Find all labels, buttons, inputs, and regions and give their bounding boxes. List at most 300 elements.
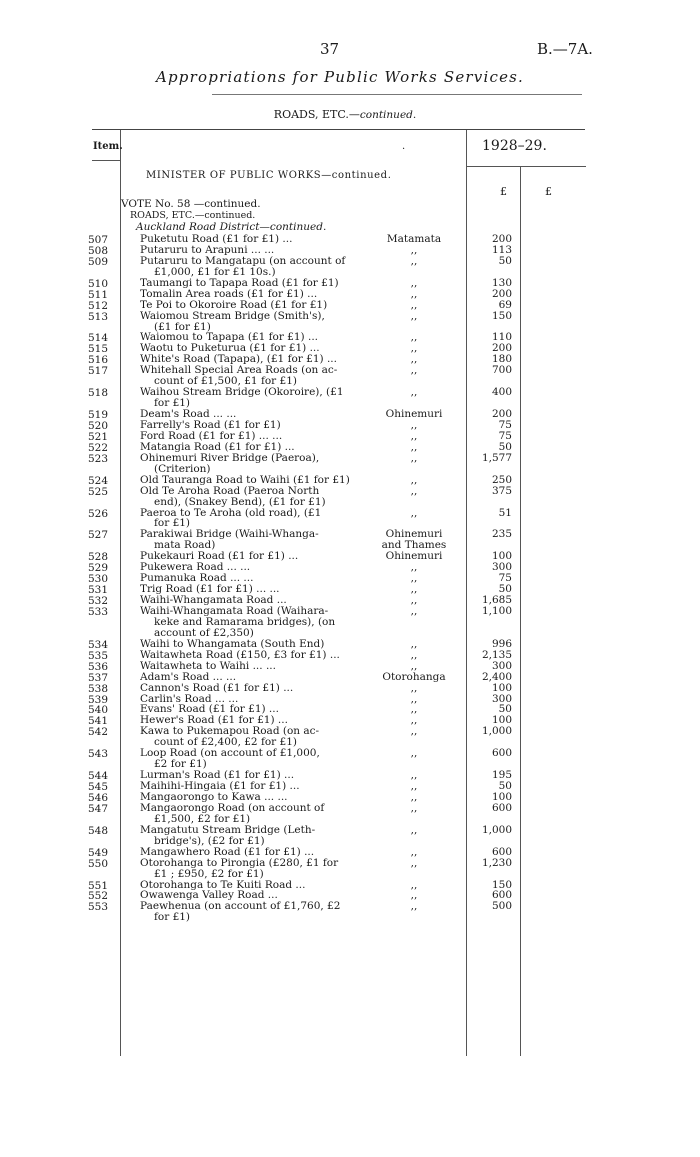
county-line: ,, [410, 791, 418, 803]
table-row [0, 694, 700, 705]
item-number: 533 [88, 606, 109, 618]
county-line: ,, [410, 845, 418, 858]
table-row [0, 650, 700, 661]
county-line: Matamata [386, 233, 442, 245]
table-row [0, 639, 700, 650]
description-line: Carlin's Road ... ... [140, 693, 239, 705]
item-number: 540 [88, 704, 109, 717]
county-line: ,, [410, 659, 418, 672]
appropriation-amount: 1,577 [481, 451, 512, 464]
table-row [0, 770, 700, 781]
appropriation-amount: 235 [491, 528, 512, 541]
county-name [374, 726, 454, 737]
appropriation-amount: 200 [491, 342, 512, 355]
county-name [374, 387, 454, 398]
item-description [140, 289, 372, 300]
appropriation-amount: 600 [491, 801, 512, 814]
item-number: 512 [88, 299, 109, 312]
description-line: Putaruru to Arapuni ... ... [140, 244, 275, 256]
table-row [0, 409, 700, 420]
item-description [140, 387, 372, 409]
item-description [140, 508, 372, 530]
appropriation-amount: 150 [491, 878, 512, 891]
appropriation-amount: 113 [491, 243, 512, 256]
table-row [0, 442, 700, 453]
appropriation-amount: 75 [498, 429, 512, 442]
item-number: 525 [88, 485, 109, 498]
description-line: end), (Snakey Bend), (£1 for £1) [154, 496, 326, 508]
table-row [0, 311, 700, 333]
description-line: Maihihi-Hingaia (£1 for £1) ... [140, 781, 300, 793]
description-line: for £1) [154, 912, 191, 924]
appropriation-amount: 200 [491, 408, 512, 421]
appropriation-amount: 195 [491, 769, 512, 782]
table-row [0, 595, 700, 606]
item-number: 519 [88, 409, 109, 422]
county-name [374, 858, 454, 869]
item-number: 511 [88, 288, 109, 301]
appropriation-amount: 50 [498, 254, 512, 267]
item-description [140, 595, 372, 606]
item-description [140, 748, 372, 770]
item-number: 536 [88, 660, 109, 673]
description-line: White's Road (Tapapa), (£1 for £1) ... [140, 354, 337, 366]
description-line: Pukewera Road ... ... [140, 562, 251, 574]
vote-heading: VOTE No. 58 —continued. [121, 198, 261, 210]
table-row [0, 847, 700, 858]
appropriation-amount: 2,400 [481, 670, 512, 683]
item-number: 515 [88, 343, 109, 356]
county-line: ,, [410, 823, 418, 836]
appropriation-amount: 2,135 [481, 648, 512, 661]
description-line: Pumanuka Road ... ... [140, 573, 254, 585]
description-line: Parakiwai Bridge (Waihi-Whanga- [140, 529, 319, 541]
description-line: for £1) [154, 518, 191, 530]
appropriation-amount: 50 [498, 583, 512, 596]
item-description [140, 847, 372, 858]
item-description [140, 486, 372, 508]
description-line: Puketutu Road (£1 for £1) ... [140, 234, 293, 245]
county-name [374, 289, 454, 300]
county-line: ,, [410, 254, 418, 267]
description-line: Kawa to Pukemapou Road (on ac- [140, 726, 320, 738]
currency-symbol-1: £ [500, 185, 507, 198]
appropriation-amount: 700 [491, 364, 512, 377]
item-description [140, 715, 372, 726]
item-description [140, 311, 372, 333]
item-description [140, 234, 372, 245]
item-number: 514 [88, 332, 109, 345]
description-line: Trig Road (£1 for £1) ... ... [140, 584, 280, 596]
table-row [0, 256, 700, 278]
county-line: ,, [410, 889, 418, 902]
county-name [374, 475, 454, 486]
county-line: ,, [410, 747, 418, 760]
county-name [374, 748, 454, 759]
appropriation-amount: 75 [498, 572, 512, 585]
county-line: ,, [410, 331, 418, 344]
county-line: Otorohanga [382, 670, 446, 683]
appropriation-amount: 375 [491, 484, 512, 497]
county-line: and Thames [381, 539, 447, 552]
item-number: 553 [88, 901, 109, 914]
description-line: Mangaorongo Road (on account of [140, 802, 325, 814]
item-number: 550 [88, 857, 109, 870]
item-number: 507 [88, 234, 109, 246]
item-number: 548 [88, 824, 109, 837]
appropriation-amount: 51 [498, 506, 512, 519]
table-row [0, 551, 700, 562]
table-row [0, 562, 700, 573]
item-description [140, 792, 372, 803]
item-number: 526 [88, 507, 109, 520]
county-name [374, 508, 454, 519]
item-description [140, 256, 372, 278]
currency-symbol-2: £ [545, 185, 552, 198]
item-number: 543 [88, 748, 109, 761]
table-row [0, 858, 700, 880]
item-description [140, 453, 372, 475]
item-description [140, 332, 372, 343]
item-number: 544 [88, 770, 109, 783]
county-name [374, 901, 454, 912]
item-number: 545 [88, 781, 109, 794]
county-line: ,, [410, 703, 418, 716]
description-line: Mangaorongo to Kawa ... ... [140, 792, 288, 803]
item-description [140, 245, 372, 256]
table-row [0, 606, 700, 639]
table-row [0, 672, 700, 683]
description-line: Tomalin Area roads (£1 for £1) ... [140, 288, 318, 300]
county-line: ,, [410, 714, 418, 727]
county-line: Ohinemuri [385, 408, 443, 421]
appropriation-amount: 50 [498, 780, 512, 793]
appropriation-amount: 996 [491, 637, 512, 650]
item-number: 518 [88, 387, 109, 400]
table-row [0, 234, 700, 245]
description-line: count of £1,500, £1 for £1) [154, 376, 297, 388]
description-line: Evans' Road (£1 for £1) ... [140, 704, 279, 716]
description-line: Old Te Aroha Road (Paeroa North [140, 485, 320, 497]
table-row [0, 245, 700, 256]
item-description [140, 475, 372, 486]
item-column-header: Item. [93, 141, 123, 152]
item-number: 529 [88, 562, 109, 575]
appropriation-amount: 600 [491, 889, 512, 902]
county-line: ,, [410, 484, 418, 497]
item-description [140, 431, 372, 442]
county-line: ,, [410, 451, 418, 464]
county-line: ,, [410, 801, 418, 814]
description-line: Waihou Stream Bridge (Okoroire), (£1 [140, 387, 344, 399]
description-line: Otorohanga to Pirongia (£280, £1 for [140, 857, 339, 869]
table-row [0, 781, 700, 792]
description-line: Paeroa to Te Aroha (old road), (£1 [140, 507, 322, 519]
county-line: ,, [410, 594, 418, 607]
appropriation-amount: 200 [491, 287, 512, 300]
table-row [0, 431, 700, 442]
county-line: ,, [410, 276, 418, 289]
county-line: ,, [410, 605, 418, 617]
item-number: 547 [88, 802, 109, 815]
description-line: mata Road) [154, 540, 216, 552]
county-line: ,, [410, 243, 418, 256]
item-description [140, 442, 372, 453]
ministry-heading: MINISTER OF PUBLIC WORKS—continued. [146, 170, 392, 181]
section-heading [0, 108, 690, 121]
description-line: Ohinemuri River Bridge (Paeroa), [140, 452, 320, 464]
description-line: Otorohanga to Te Kuiti Road ... [140, 879, 306, 891]
county-line: ,, [410, 309, 418, 322]
item-number: 546 [88, 792, 109, 804]
item-description [140, 409, 372, 420]
table-row [0, 825, 700, 847]
appropriation-amount: 250 [491, 473, 512, 486]
county-name [374, 365, 454, 376]
county-name [374, 486, 454, 497]
item-number: 538 [88, 682, 109, 695]
appropriation-amount: 1,100 [481, 605, 512, 617]
county-name [374, 606, 454, 617]
item-number: 532 [88, 595, 109, 608]
description-line: Cannon's Road (£1 for £1) ... [140, 682, 294, 694]
description-line: Waiomou Stream Bridge (Smith's), [140, 310, 325, 322]
county-line: ,, [410, 429, 418, 442]
section-main: ROADS, ETC.— [273, 108, 360, 121]
description-line: Waihi-Whangamata Road ... [140, 595, 287, 607]
item-description [140, 781, 372, 792]
item-description [140, 694, 372, 705]
item-description [140, 890, 372, 901]
item-number: 528 [88, 551, 109, 564]
appropriation-amount: 200 [491, 233, 512, 245]
description-line: £2 for £1) [154, 759, 207, 771]
appropriation-amount: 100 [491, 550, 512, 563]
appropriation-amount: 50 [498, 440, 512, 453]
appropriation-amount: 1,230 [481, 856, 512, 869]
description-line: Loop Road (on account of £1,000, [140, 748, 320, 760]
description-line: for £1) [154, 398, 191, 410]
appropriation-amount: 1,000 [481, 725, 512, 738]
description-line: account of £2,350) [154, 627, 254, 639]
description-line: Deam's Road ... ... [140, 409, 237, 421]
table-row [0, 573, 700, 584]
county-name [374, 683, 454, 694]
county-name [374, 311, 454, 322]
county-line: Ohinemuri [385, 550, 443, 563]
item-description [140, 584, 372, 595]
item-number: 537 [88, 671, 109, 684]
description-line: Waihi to Whangamata (South End) [140, 638, 325, 650]
table-row [0, 880, 700, 891]
county-line: ,, [410, 561, 418, 574]
appropriation-amount: 500 [491, 900, 512, 913]
table-row [0, 683, 700, 694]
item-description [140, 573, 372, 584]
appropriation-amount: 180 [491, 353, 512, 366]
appropriation-rows [0, 234, 700, 923]
appropriation-amount: 75 [498, 419, 512, 431]
description-line: Mangatutu Stream Bridge (Leth- [140, 824, 316, 836]
item-number: 509 [88, 255, 109, 268]
description-line: count of £2,400, £2 for £1) [154, 737, 297, 749]
table-row [0, 486, 700, 508]
item-number: 517 [88, 365, 109, 378]
county-line: ,, [410, 419, 418, 431]
county-line: ,, [410, 353, 418, 366]
item-description [140, 683, 372, 694]
table-row [0, 792, 700, 803]
district-heading: Auckland Road District—continued. [136, 221, 327, 233]
table-top-rule [92, 129, 585, 130]
item-description [140, 650, 372, 661]
appropriation-amount: 1,685 [481, 594, 512, 607]
description-line: bridge's), (£2 for £1) [154, 835, 265, 847]
table-row [0, 289, 700, 300]
item-description [140, 606, 372, 639]
item-description [140, 639, 372, 650]
appropriation-amount: 110 [491, 331, 512, 344]
roads-subheading: ROADS, ETC.—continued. [130, 210, 256, 221]
item-number: 513 [88, 310, 109, 323]
item-number: 510 [88, 277, 109, 290]
county-line: ,, [410, 637, 418, 650]
appropriation-amount: 100 [491, 791, 512, 803]
county-line: ,, [410, 725, 418, 738]
item-description [140, 661, 372, 672]
table-row [0, 475, 700, 486]
item-description [140, 551, 372, 562]
county-line: ,, [410, 692, 418, 705]
description-line: Owawenga Valley Road ... [140, 890, 278, 902]
appropriation-amount: 300 [491, 561, 512, 574]
description-line: Waitawheta Road (£150, £3 for £1) ... [140, 649, 340, 661]
description-line: £1 ; £950, £2 for £1) [154, 868, 264, 880]
item-number: 534 [88, 638, 109, 651]
appropriation-amount: 100 [491, 714, 512, 727]
county-line: ,, [410, 473, 418, 486]
section-continued: continued. [359, 109, 417, 121]
item-number: 542 [88, 726, 109, 739]
item-number: 535 [88, 649, 109, 662]
item-description [140, 770, 372, 781]
county-name [374, 256, 454, 267]
item-number: 530 [88, 573, 109, 586]
item-description [140, 880, 372, 891]
item-description [140, 672, 372, 683]
item-number: 531 [88, 584, 109, 597]
county-line: ,, [410, 342, 418, 355]
item-description [140, 726, 372, 748]
county-name [374, 529, 454, 551]
appropriation-amount: 130 [491, 276, 512, 289]
item-description [140, 420, 372, 431]
county-line: ,, [410, 900, 418, 913]
table-row [0, 365, 700, 387]
county-name [374, 453, 454, 464]
appropriation-amount: 1,000 [481, 823, 512, 836]
county-line: ,, [410, 572, 418, 585]
item-number: 527 [88, 529, 109, 542]
description-line: Mangawhero Road (£1 for £1) ... [140, 846, 315, 858]
county-line: ,, [410, 769, 418, 782]
appropriation-amount: 400 [491, 386, 512, 399]
item-description [140, 278, 372, 289]
item-description [140, 354, 372, 365]
item-description [140, 858, 372, 880]
description-line: Waihi-Whangamata Road (Waihara- [140, 606, 329, 617]
appropriation-amount: 150 [491, 309, 512, 322]
table-row [0, 278, 700, 289]
county-line: ,, [410, 298, 418, 311]
table-row [0, 890, 700, 901]
item-number: 524 [88, 474, 109, 487]
item-description [140, 300, 372, 311]
item-number: 539 [88, 693, 109, 706]
description-line: £1,500, £2 for £1) [154, 813, 251, 825]
description-line: Putaruru to Mangatapu (on account of [140, 255, 346, 267]
description-line: Ford Road (£1 for £1) ... ... [140, 430, 283, 442]
county-line: ,, [410, 506, 418, 519]
table-row [0, 529, 700, 551]
county-name [374, 803, 454, 814]
county-line: ,, [410, 780, 418, 793]
document-reference: B.—7A. [537, 40, 593, 58]
description-line: Matangia Road (£1 for £1) ... [140, 441, 295, 453]
description-line: (Criterion) [154, 463, 211, 475]
appropriation-amount: 50 [498, 703, 512, 716]
table-row [0, 748, 700, 770]
table-row [0, 803, 700, 825]
county-line: ,, [410, 878, 418, 891]
description-line: Pukekauri Road (£1 for £1) ... [140, 551, 299, 563]
table-row [0, 332, 700, 343]
item-description [140, 901, 372, 923]
county-name [374, 672, 454, 683]
appropriation-amount: 100 [491, 681, 512, 694]
description-line: £1,000, £1 for £1 10s.) [154, 266, 276, 278]
title-rule [212, 94, 582, 95]
description-line: Old Tauranga Road to Waihi (£1 for £1) [140, 474, 350, 486]
appropriation-amount: 300 [491, 659, 512, 672]
description-line: Lurman's Road (£1 for £1) ... [140, 770, 295, 782]
appropriation-amount: 600 [491, 845, 512, 858]
year-header-rule [466, 166, 586, 167]
description-line: Adam's Road ... ... [140, 671, 237, 683]
description-line: Te Poi to Okoroire Road (£1 for £1) [140, 299, 328, 311]
item-number: 541 [88, 715, 109, 728]
county-line: ,, [410, 364, 418, 377]
appropriation-amount: 69 [498, 298, 512, 311]
description-line: Waiomou to Tapapa (£1 for £1) ... [140, 332, 318, 344]
description-line: Waitawheta to Waihi ... ... [140, 660, 276, 672]
item-description [140, 803, 372, 825]
item-header-rule [92, 160, 120, 161]
county-name [374, 825, 454, 836]
page-title: Appropriations for Public Works Services. [155, 68, 525, 86]
item-number: 508 [88, 244, 109, 257]
appropriation-amount: 600 [491, 747, 512, 760]
county-line: ,, [410, 681, 418, 694]
year-column-header: 1928–29. [482, 138, 547, 154]
table-row [0, 343, 700, 354]
page-number: 37 [320, 40, 340, 58]
table-row [0, 354, 700, 365]
table-row [0, 508, 700, 530]
county-name [374, 300, 454, 311]
item-description [140, 365, 372, 387]
item-description [140, 343, 372, 354]
